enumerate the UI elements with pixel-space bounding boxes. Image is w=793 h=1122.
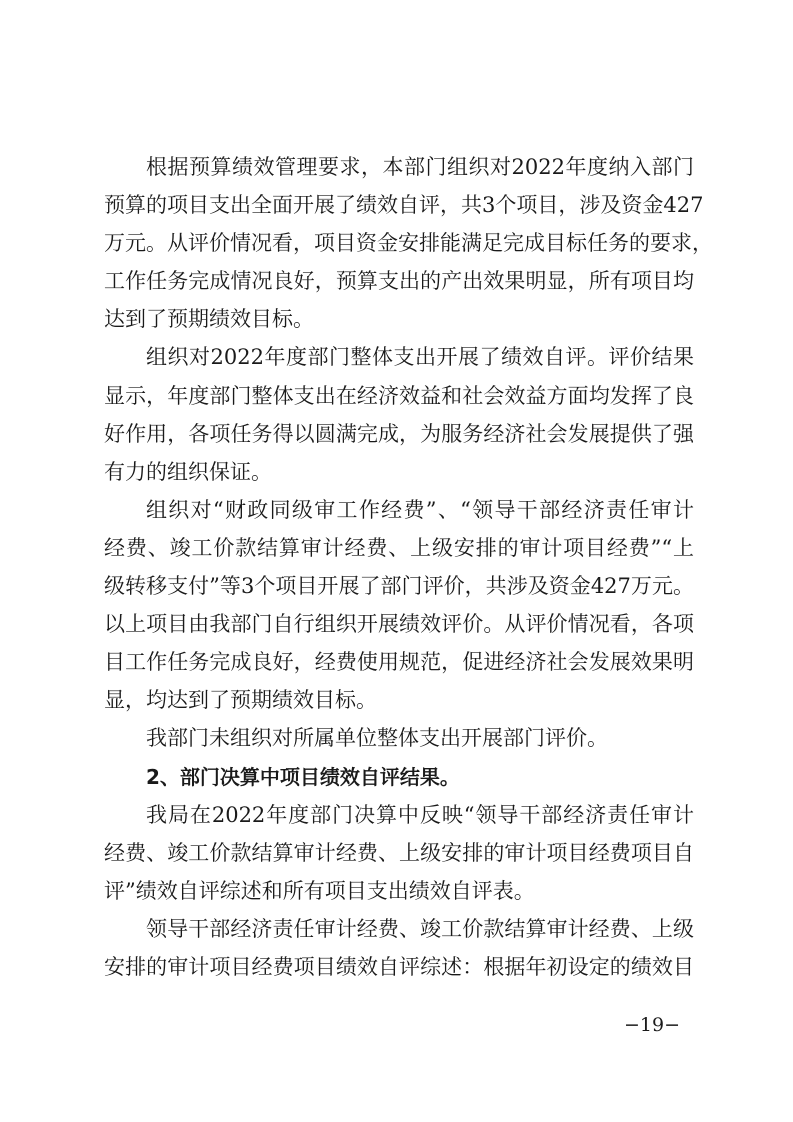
paragraph-3-line-4: 以上项目由我部门自行组织开展绩效评价。从评价情况看，各项: [104, 612, 694, 637]
paragraph-5-line-2: 经费、竣工价款结算审计经费、上级安排的审计项目经费项目自: [104, 840, 694, 865]
section-heading: 2、部门决算中项目绩效自评结果。: [146, 764, 460, 789]
paragraph-4-line-1: 我部门未组织对所属单位整体支出开展部门评价。: [146, 726, 608, 751]
page-number: −19−: [624, 1014, 681, 1036]
paragraph-6-line-1: 领导干部经济责任审计经费、竣工价款结算审计经费、上级: [146, 916, 694, 941]
paragraph-3-line-1: 组织对“财政同级审工作经费”、“领导干部经济责任审计: [146, 497, 694, 522]
paragraph-2-line-4: 有力的组织保证。: [104, 459, 272, 484]
paragraph-1-line-2: 预算的项目支出全面开展了绩效自评，共3个项目，涉及资金427: [104, 193, 704, 218]
paragraph-1-line-3: 万元。从评价情况看，项目资金安排能满足完成目标任务的要求，: [104, 231, 713, 256]
paragraph-3-line-2: 经费、竣工价款结算审计经费、上级安排的审计项目经费”“上: [104, 535, 694, 560]
paragraph-6-line-2: 安排的审计项目经费项目绩效自评综述：根据年初设定的绩效目: [104, 954, 694, 979]
paragraph-1-line-1: 根据预算绩效管理要求，本部门组织对2022年度纳入部门: [146, 155, 694, 179]
paragraph-5-line-3: 评”绩效自评综述和所有项目支出绩效自评表。: [104, 878, 535, 903]
paragraph-3-line-5: 目工作任务完成良好，经费使用规范，促进经济社会发展效果明: [104, 650, 694, 675]
paragraph-1-line-4: 工作任务完成情况良好，预算支出的产出效果明显，所有项目均: [104, 269, 694, 294]
paragraph-3-line-3: 级转移支付”等3个项目开展了部门评价，共涉及资金427万元。: [104, 574, 694, 599]
body-text: [104, 148, 713, 986]
paragraph-2-line-2: 显示，年度部门整体支出在经济效益和社会效益方面均发挥了良: [104, 383, 694, 408]
paragraph-2-line-3: 好作用，各项任务得以圆满完成，为服务经济社会发展提供了强: [104, 421, 694, 446]
paragraph-5-line-1: 我局在2022年度部门决算中反映“领导干部经济责任审计: [146, 802, 694, 827]
paragraph-2-line-1: 组织对2022年度部门整体支出开展了绩效自评。评价结果: [146, 345, 694, 370]
paragraph-3-line-6: 显，均达到了预期绩效目标。: [104, 688, 377, 713]
paragraph-1-line-5: 达到了预期绩效目标。: [104, 307, 314, 332]
